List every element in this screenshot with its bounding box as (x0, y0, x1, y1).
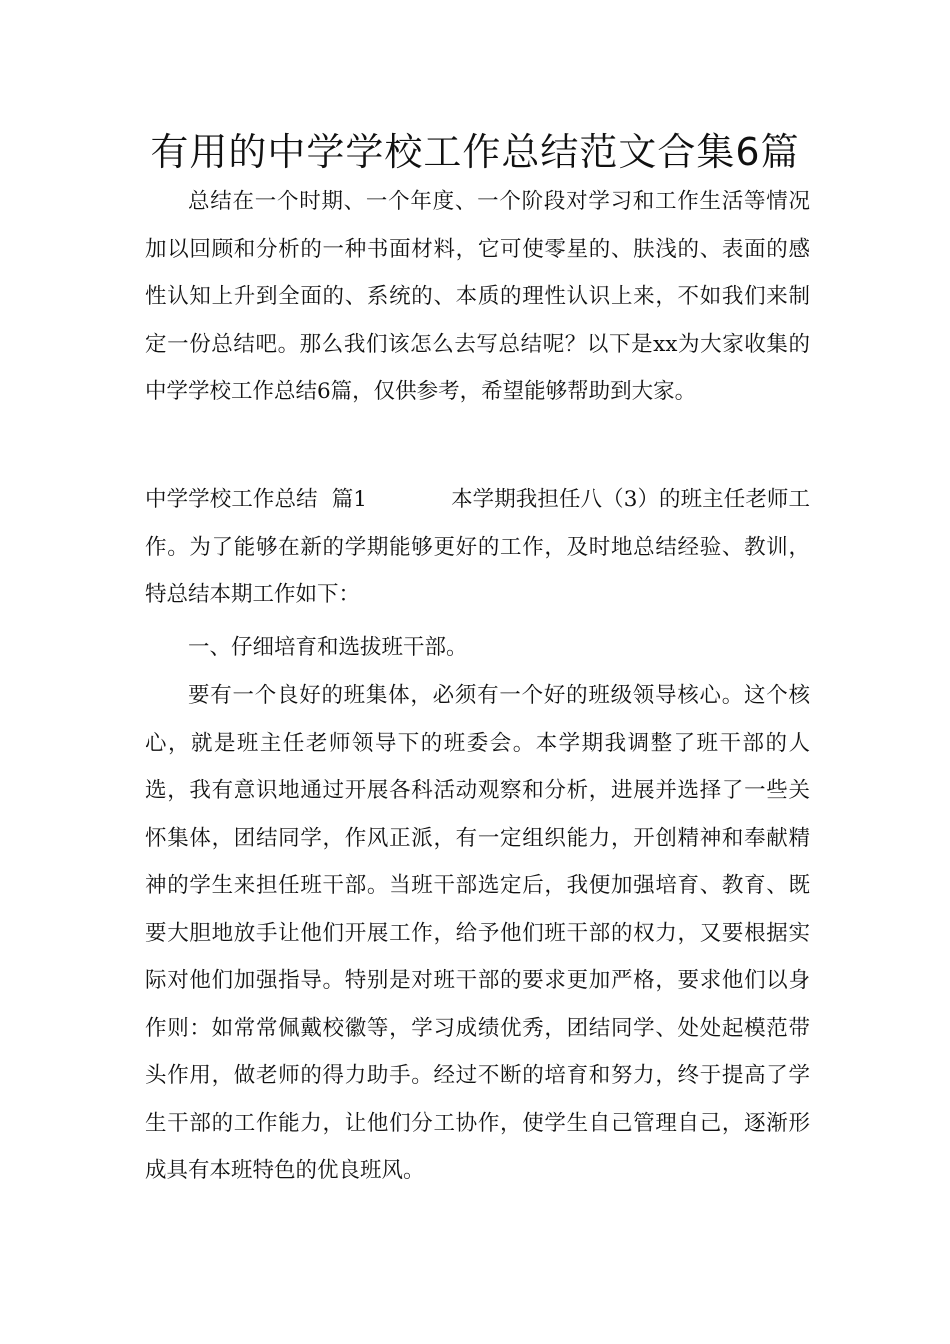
intro-paragraph: 总结在一个时期、一个年度、一个阶段对学习和工作生活等情况加以回顾和分析的一种书面材料，它可使零星的、肤浅的、表面的感性认知上升到全面的、系统的、本质的理性认识上来，不如我们来制定一份总结吧。那么我们该怎么去写总结呢？以下是xx为大家收集的中学学校工作总结6篇，仅供参考，希望能够帮助到大家。 (145, 189, 810, 404)
section-1-text: 本学期我担任八（3）的班主任老师工作。为了能够在新的学期能够更好的工作，及时地总结经验、教训，特总结本期工作如下： (145, 487, 810, 607)
section-1-number: 篇1 (331, 487, 367, 512)
section-1-label: 中学学校工作总结 (145, 487, 318, 512)
document-title: 有用的中学学校工作总结范文合集6篇 (150, 130, 800, 174)
section-1-paragraph (145, 476, 810, 619)
section-heading-1: 一、仔细培育和选拔班干部。 (188, 635, 468, 660)
body-paragraph-1: 要有一个良好的班集体，必须有一个好的班级领导核心。这个核心，就是班主任老师领导下的班委会。本学期我调整了班干部的人选，我有意识地通过开展各科活动观察和分析，进展并选择了一些关怀集体，团结同学，作风正派，有一定组织能力，开创精神和奉献精神的学生来担任班干部。当班干部选定后，我便加强培育、教育、既要大胆地放手让他们开展工作，给予他们班干部的权力，又要根据实际对他们加强指导。特别是对班干部的要求更加严格，要求他们以身作则：如常常佩戴校徽等，学习成绩优秀，团结同学、处处起模范带头作用，做老师的得力助手。经过不断的培育和努力，终于提高了学生干部的工作能力，让他们分工协作，使学生自己管理自己，逐渐形成具有本班特色的优良班风。 (145, 683, 810, 1183)
